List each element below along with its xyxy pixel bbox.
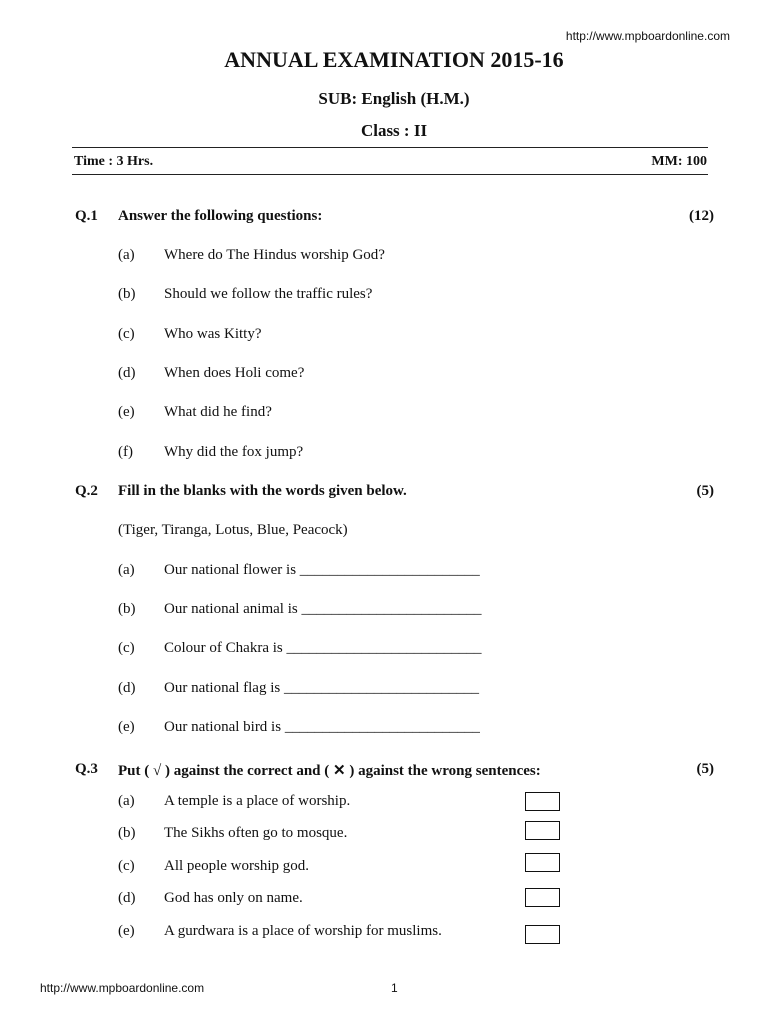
q3-item-text: All people worship god. (164, 858, 309, 874)
q3-item-text: A gurdwara is a place of worship for muslims. (164, 923, 442, 939)
q2-item-label: (e) (118, 719, 135, 735)
tick-icon: √ (153, 763, 162, 779)
q1-item-text: Who was Kitty? (164, 326, 262, 342)
q2-item-label: (b) (118, 601, 136, 617)
q2-word-bank: (Tiger, Tiranga, Lotus, Blue, Peacock) (118, 522, 348, 538)
q3-item-label: (c) (118, 858, 135, 874)
q3-prompt-part3: ) against the wrong sentences: (349, 763, 541, 779)
q3-answer-box[interactable] (525, 925, 560, 944)
q1-item-text: Why did the fox jump? (164, 444, 304, 460)
q1-item-label: (e) (118, 404, 135, 420)
footer-url[interactable]: http://www.mpboardonline.com (40, 981, 205, 995)
q1-item-label: (b) (118, 286, 136, 302)
q3-prompt-part1: Put ( (118, 763, 150, 779)
q1-item-label: (d) (118, 365, 136, 381)
max-marks: MM: 100 (651, 154, 707, 169)
q3-item-text: The Sikhs often go to mosque. (164, 825, 348, 841)
cross-icon: ✕ (333, 763, 346, 779)
q2-item-text: Our national bird is __________________________ (164, 719, 480, 735)
q1-item-text: Where do The Hindus worship God? (164, 247, 385, 263)
q3-marks: (5) (696, 761, 714, 777)
q3-item-label: (d) (118, 890, 136, 906)
exam-title: ANNUAL EXAMINATION 2015-16 (224, 47, 564, 72)
q1-item-text: What did he find? (164, 404, 272, 420)
q3-number: Q.3 (75, 761, 98, 777)
q1-item-label: (a) (118, 247, 135, 263)
subject-line: SUB: English (H.M.) (318, 89, 470, 108)
q2-item-label: (d) (118, 680, 136, 696)
page-number: 1 (391, 981, 398, 995)
class-line: Class : II (360, 121, 428, 140)
q2-number: Q.2 (75, 483, 98, 499)
q3-item-label: (a) (118, 793, 135, 809)
q2-item-text: Our national flag is __________________________ (164, 680, 479, 696)
q3-item-label: (b) (118, 825, 136, 841)
q2-item-text: Colour of Chakra is __________________________ (164, 640, 482, 656)
q1-item-text: Should we follow the traffic rules? (164, 286, 373, 302)
q3-item-text: God has only on name. (164, 890, 303, 906)
time-allowed: Time : 3 Hrs. (74, 154, 154, 169)
q3-item-label: (e) (118, 923, 135, 939)
q1-number: Q.1 (75, 208, 98, 224)
header-rule-bottom (72, 174, 708, 175)
q3-prompt-part2: ) against the correct and ( (164, 763, 330, 779)
q2-item-text: Our national animal is ________________________ (164, 601, 482, 617)
q3-answer-box[interactable] (525, 792, 560, 811)
q3-prompt (118, 761, 541, 780)
q2-prompt: Fill in the blanks with the words given below. (118, 483, 407, 499)
header-url[interactable]: http://www.mpboardonline.com (565, 29, 730, 43)
q1-item-label: (f) (118, 444, 133, 460)
q2-marks: (5) (696, 483, 714, 499)
q2-item-text: Our national flower is ________________________ (164, 562, 480, 578)
q3-answer-box[interactable] (525, 821, 560, 840)
q3-item-text: A temple is a place of worship. (164, 793, 351, 809)
q1-item-text: When does Holi come? (164, 365, 305, 381)
q2-item-label: (c) (118, 640, 135, 656)
q1-prompt: Answer the following questions: (118, 208, 323, 224)
header-rule-top (72, 147, 708, 148)
q3-answer-box[interactable] (525, 853, 560, 872)
q3-answer-box[interactable] (525, 888, 560, 907)
q1-marks: (12) (689, 208, 714, 224)
q1-item-label: (c) (118, 326, 135, 342)
q2-item-label: (a) (118, 562, 135, 578)
